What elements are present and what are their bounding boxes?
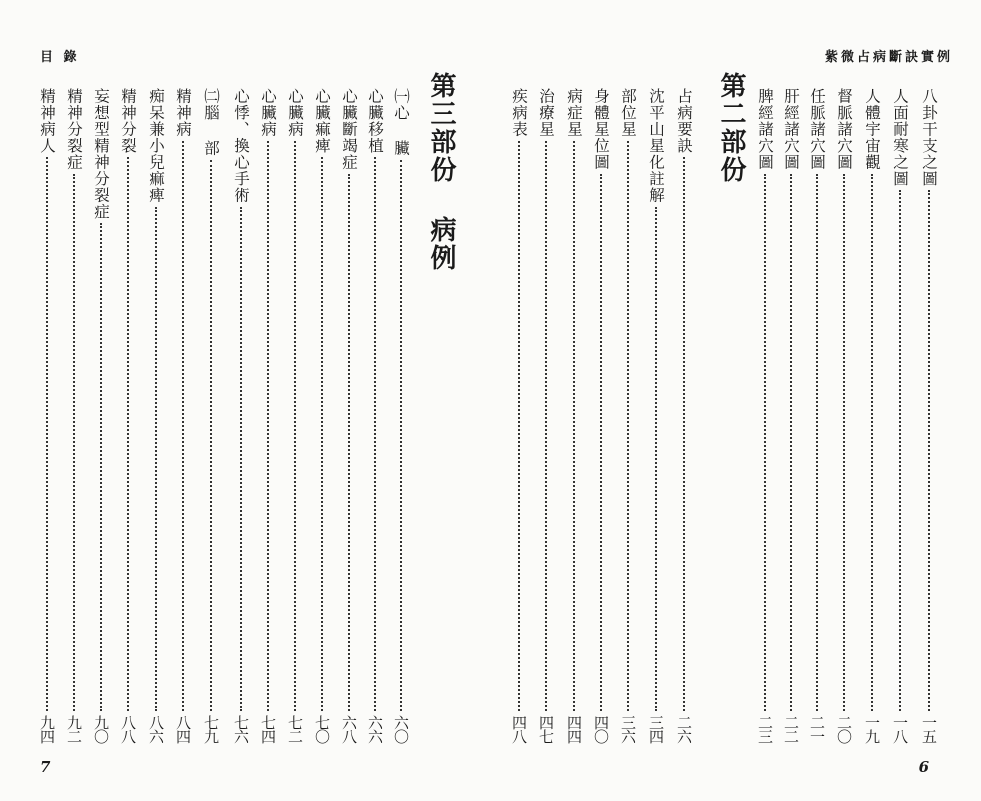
- dot-leader: [182, 141, 184, 712]
- toc-entry-title: 精神分裂症: [65, 88, 83, 171]
- dot-leader: [790, 174, 792, 712]
- toc-entry-title: 脾經諸穴圖: [756, 88, 774, 171]
- toc-entry[interactable]: [861, 88, 883, 743]
- toc-entry-title: 心臟移植: [366, 88, 384, 154]
- toc-entry-title: 人體宇宙觀: [863, 88, 881, 171]
- toc-entry-page: 七六: [232, 715, 250, 743]
- dot-leader: [816, 174, 818, 712]
- dot-leader: [518, 141, 520, 712]
- toc-entry[interactable]: [673, 88, 695, 743]
- dot-leader: [843, 174, 845, 712]
- toc-entry-title: 疾病表: [510, 88, 528, 138]
- toc-entry-title: 身體星位圖: [592, 88, 610, 171]
- toc-entry-title: 占病要訣: [675, 88, 693, 154]
- toc-entry[interactable]: [780, 88, 802, 743]
- toc-entry-title: 任脈諸穴圖: [808, 88, 826, 171]
- toc-entry[interactable]: [645, 88, 667, 743]
- toc-entry-title: 治療星: [537, 88, 555, 138]
- toc-entry[interactable]: [338, 88, 360, 743]
- toc-entry-page: 九〇: [92, 715, 110, 743]
- toc-entry-title: 心臟斷竭症: [340, 88, 358, 171]
- dot-leader: [294, 141, 296, 712]
- part-heading: 第二部份: [716, 72, 746, 184]
- toc-entry[interactable]: [172, 88, 194, 743]
- toc-entry[interactable]: [364, 88, 386, 743]
- toc-entry-title: 心臟痲痺: [313, 88, 331, 154]
- toc-entry-page: 七〇: [313, 715, 331, 743]
- toc-entry-title: 精神病: [174, 88, 192, 138]
- toc-entry-title: ㈡腦 部: [202, 88, 220, 157]
- toc-entry-page: 四〇: [592, 715, 610, 743]
- toc-entry-title: 肝經諸穴圖: [782, 88, 800, 171]
- toc-entry-page: 一九: [863, 715, 881, 743]
- toc-entry-title: ㈠心 臟: [392, 88, 410, 157]
- toc-entry-page: 三六: [619, 715, 637, 743]
- toc-entry-title: 心臟病: [286, 88, 304, 138]
- toc-entry[interactable]: [36, 88, 58, 743]
- toc-entry-page: 四八: [510, 715, 528, 743]
- toc-entry-title: 部位星: [619, 88, 637, 138]
- dot-leader: [100, 223, 102, 711]
- dot-leader: [764, 174, 766, 712]
- toc-entry[interactable]: [90, 88, 112, 743]
- dot-leader: [240, 207, 242, 712]
- toc-entry-page: 二一: [808, 715, 826, 743]
- toc-entry-page: 二六: [675, 715, 693, 743]
- toc-entry-page: 八八: [119, 715, 137, 743]
- toc-entry[interactable]: [117, 88, 139, 743]
- toc-entry-page: 二〇: [835, 715, 853, 743]
- dot-leader: [400, 160, 402, 712]
- toc-entry-title: 督脈諸穴圖: [835, 88, 853, 171]
- dot-leader: [127, 157, 129, 711]
- dot-leader: [348, 174, 350, 712]
- toc-entry-page: 九四: [38, 715, 56, 743]
- dot-leader: [267, 141, 269, 712]
- running-head: 目 錄: [40, 50, 80, 65]
- toc-entry-page: 九二: [65, 715, 83, 743]
- toc-entry-title: 沈平山星化註解: [647, 88, 665, 204]
- dot-leader: [871, 174, 873, 712]
- toc-entry-page: 七九: [202, 715, 220, 743]
- dot-leader: [600, 174, 602, 712]
- toc-entry-title: 精神病人: [38, 88, 56, 154]
- toc-entry[interactable]: [754, 88, 776, 743]
- dot-leader: [321, 157, 323, 711]
- toc-entry[interactable]: [806, 88, 828, 743]
- dot-leader: [683, 157, 685, 711]
- toc-entry[interactable]: [311, 88, 333, 743]
- toc-entry-page: 四四: [565, 715, 583, 743]
- dot-leader: [210, 160, 212, 712]
- dot-leader: [545, 141, 547, 712]
- dot-leader: [573, 141, 575, 712]
- toc-entry-page: 七四: [259, 715, 277, 743]
- dot-leader: [155, 207, 157, 712]
- dot-leader: [627, 141, 629, 712]
- toc-entry-page: 一五: [920, 715, 938, 743]
- dot-leader: [374, 157, 376, 711]
- left-page: [0, 0, 490, 801]
- toc-entry-page: 六八: [340, 715, 358, 743]
- part-heading: 第三部份 病例: [426, 72, 456, 272]
- toc-entry-page: 一八: [891, 715, 909, 743]
- toc-entry-title: 痴呆兼小兒痲痺: [147, 88, 165, 204]
- toc-entry[interactable]: [284, 88, 306, 743]
- dot-leader: [899, 190, 901, 711]
- right-page: [490, 0, 981, 801]
- toc-entry[interactable]: [200, 88, 222, 743]
- page-number: 6: [918, 758, 929, 776]
- toc-entry-page: 二二: [782, 715, 800, 743]
- toc-entry[interactable]: [63, 88, 85, 743]
- toc-entry-page: 六六: [366, 715, 384, 743]
- toc-entry[interactable]: [145, 88, 167, 743]
- dot-leader: [46, 157, 48, 711]
- toc-entry[interactable]: [230, 88, 252, 743]
- toc-entry-page: 三四: [647, 715, 665, 743]
- toc-entry[interactable]: [390, 88, 412, 743]
- toc-entry[interactable]: [918, 88, 940, 743]
- toc-entry[interactable]: [590, 88, 612, 743]
- toc-entry[interactable]: [257, 88, 279, 743]
- toc-entry[interactable]: [508, 88, 530, 743]
- page-number: 7: [40, 758, 51, 776]
- toc-entry-title: 妄想型精神分裂症: [92, 88, 110, 220]
- toc-entry[interactable]: [535, 88, 557, 743]
- running-head: 紫微占病斷訣實例: [824, 50, 953, 65]
- toc-entry-title: 精神分裂: [119, 88, 137, 154]
- toc-entry-page: 八四: [174, 715, 192, 743]
- dot-leader: [655, 207, 657, 712]
- toc-entry-title: 病症星: [565, 88, 583, 138]
- toc-entry-title: 心臟病: [259, 88, 277, 138]
- dot-leader: [928, 190, 930, 711]
- toc-entry-page: 八六: [147, 715, 165, 743]
- toc-entry[interactable]: [833, 88, 855, 743]
- toc-entry-title: 心悸、換心手術: [232, 88, 250, 204]
- toc-entry-page: 六〇: [392, 715, 410, 743]
- toc-entry-title: 人面耐寒之圖: [891, 88, 909, 187]
- toc-entry[interactable]: [563, 88, 585, 743]
- toc-entry-page: 二三: [756, 715, 774, 743]
- dot-leader: [73, 174, 75, 712]
- toc-entry-page: 七二: [286, 715, 304, 743]
- toc-entry[interactable]: [889, 88, 911, 743]
- toc-entry[interactable]: [617, 88, 639, 743]
- toc-entry-page: 四七: [537, 715, 555, 743]
- toc-entry-title: 八卦干支之圖: [920, 88, 938, 187]
